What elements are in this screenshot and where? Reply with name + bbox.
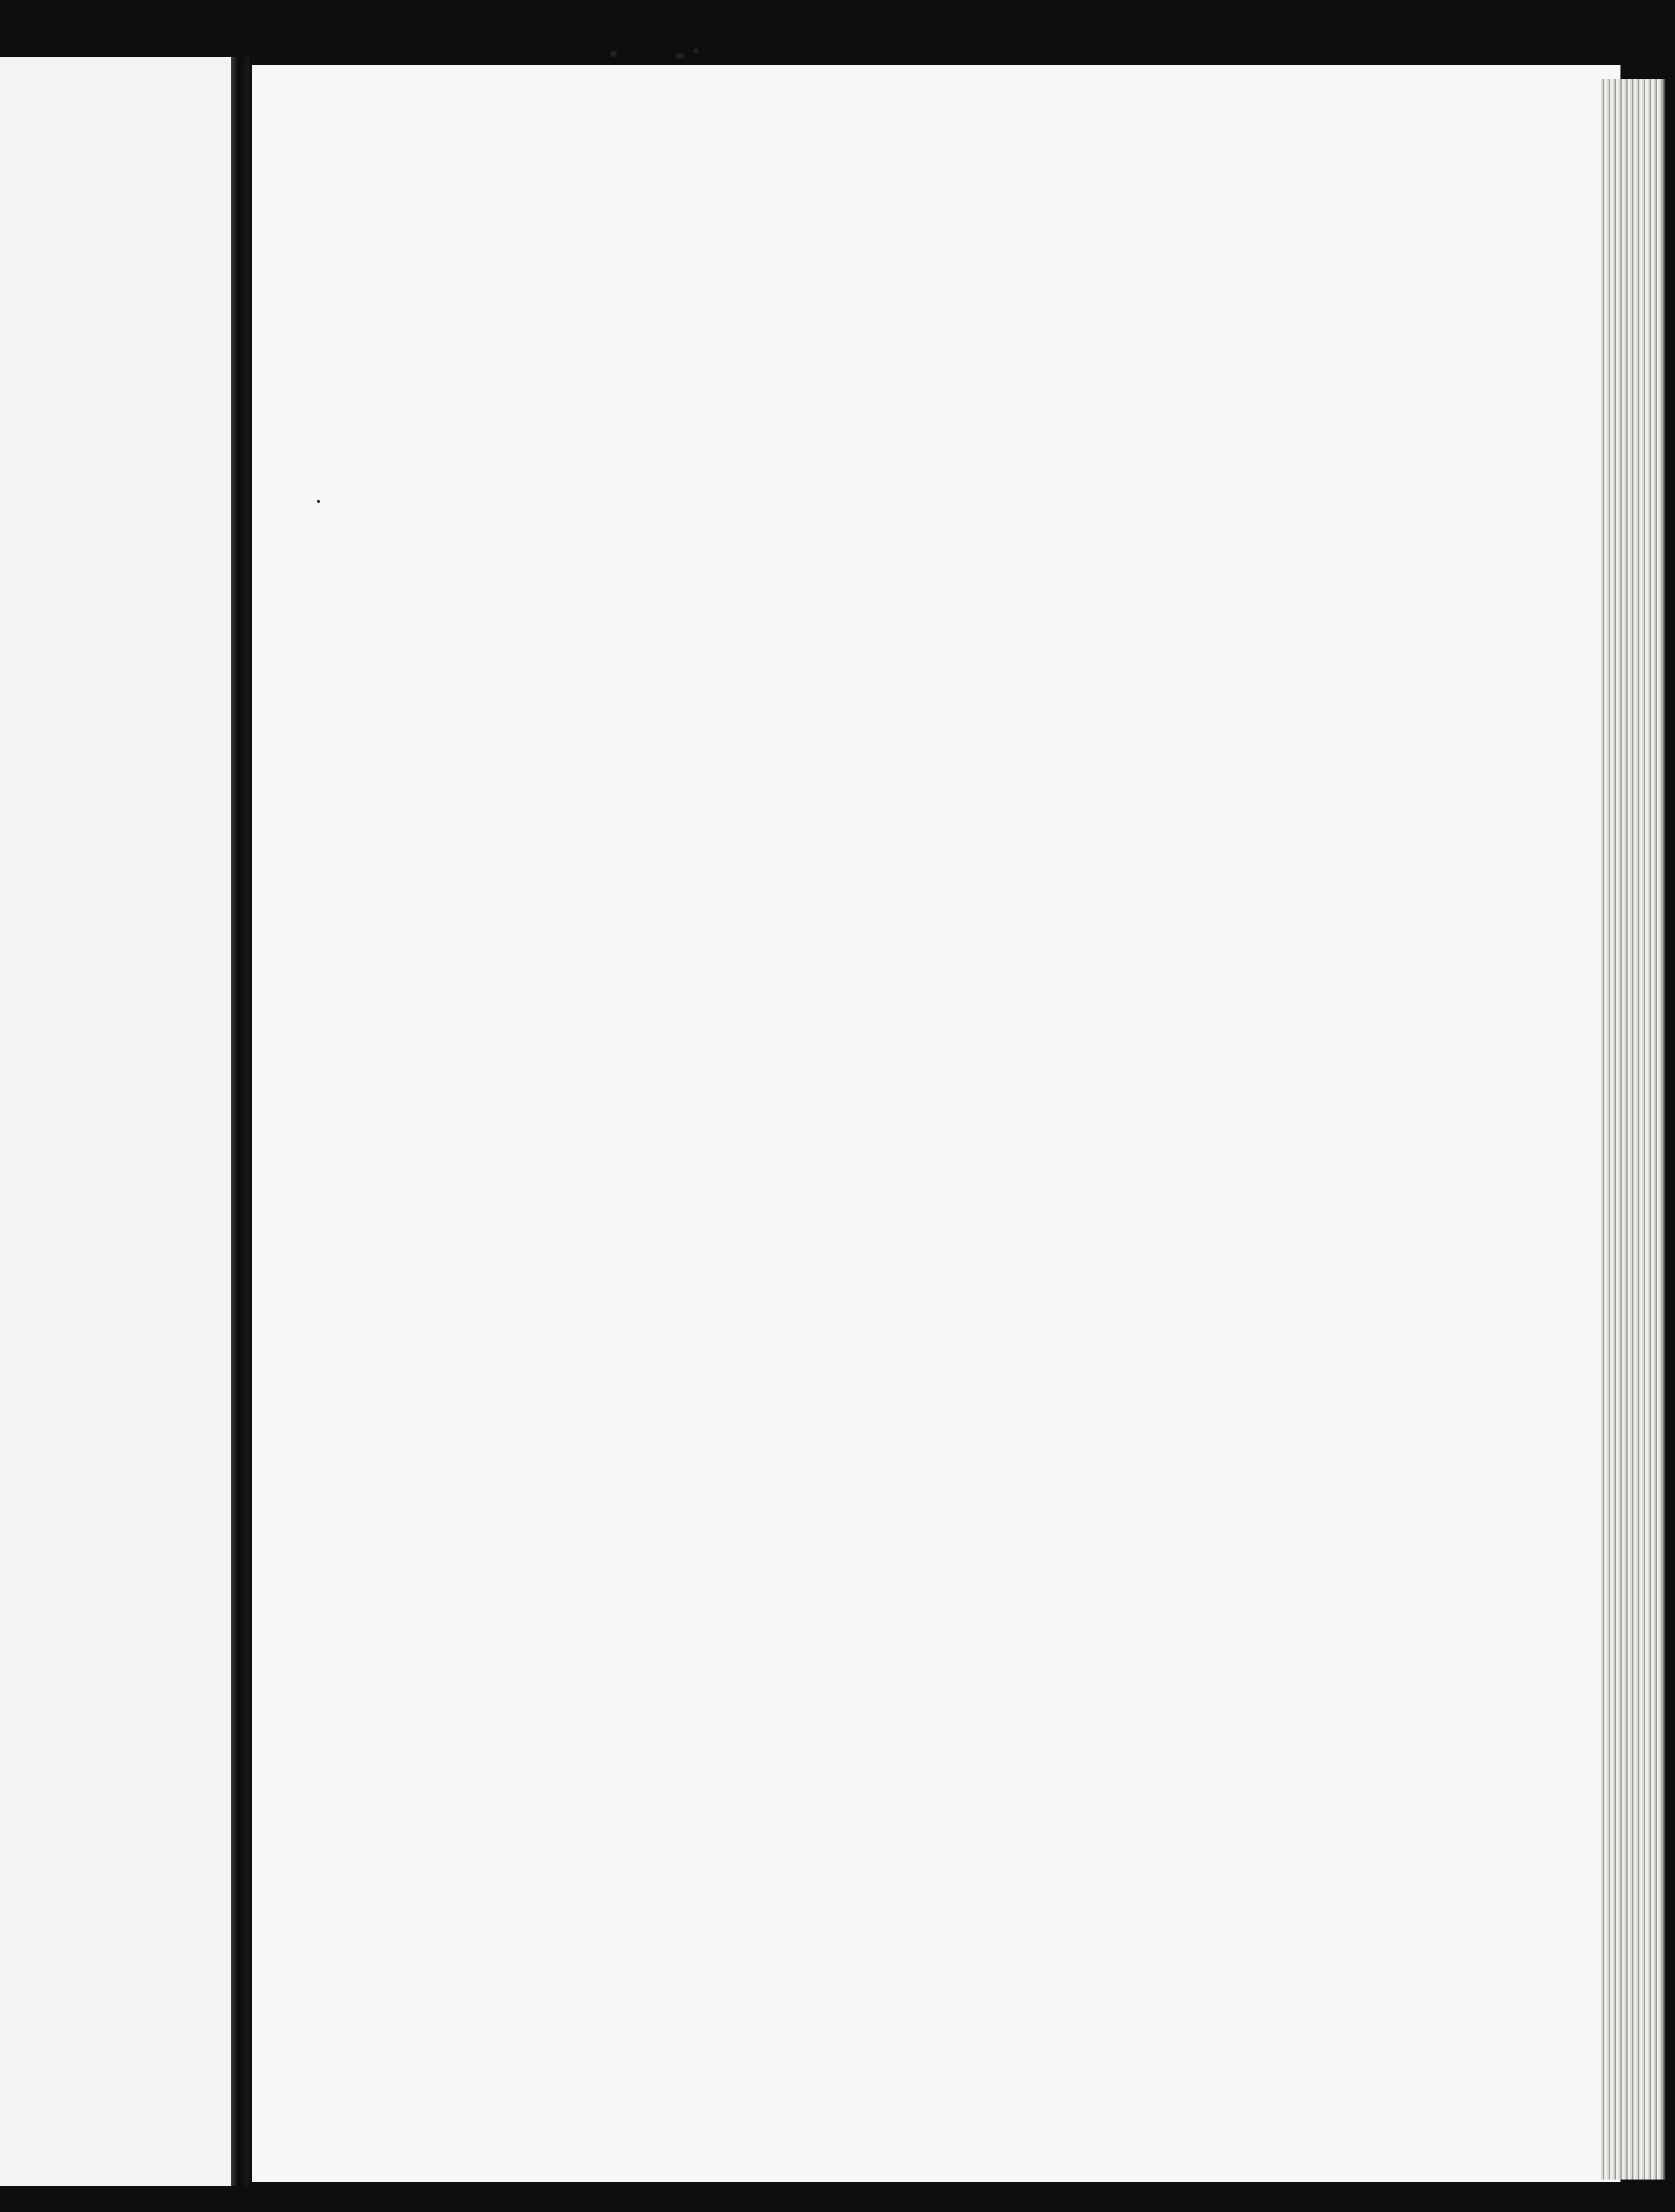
page-163 — [252, 65, 1620, 2182]
scan-speck — [675, 53, 684, 58]
book-gutter — [231, 57, 249, 2186]
scan-speck — [693, 48, 699, 53]
previous-page-fragment — [0, 57, 231, 2186]
page-edges — [1601, 79, 1665, 2180]
scan-speck — [610, 51, 617, 57]
page-body — [370, 240, 1248, 269]
scan-speck — [317, 500, 320, 503]
